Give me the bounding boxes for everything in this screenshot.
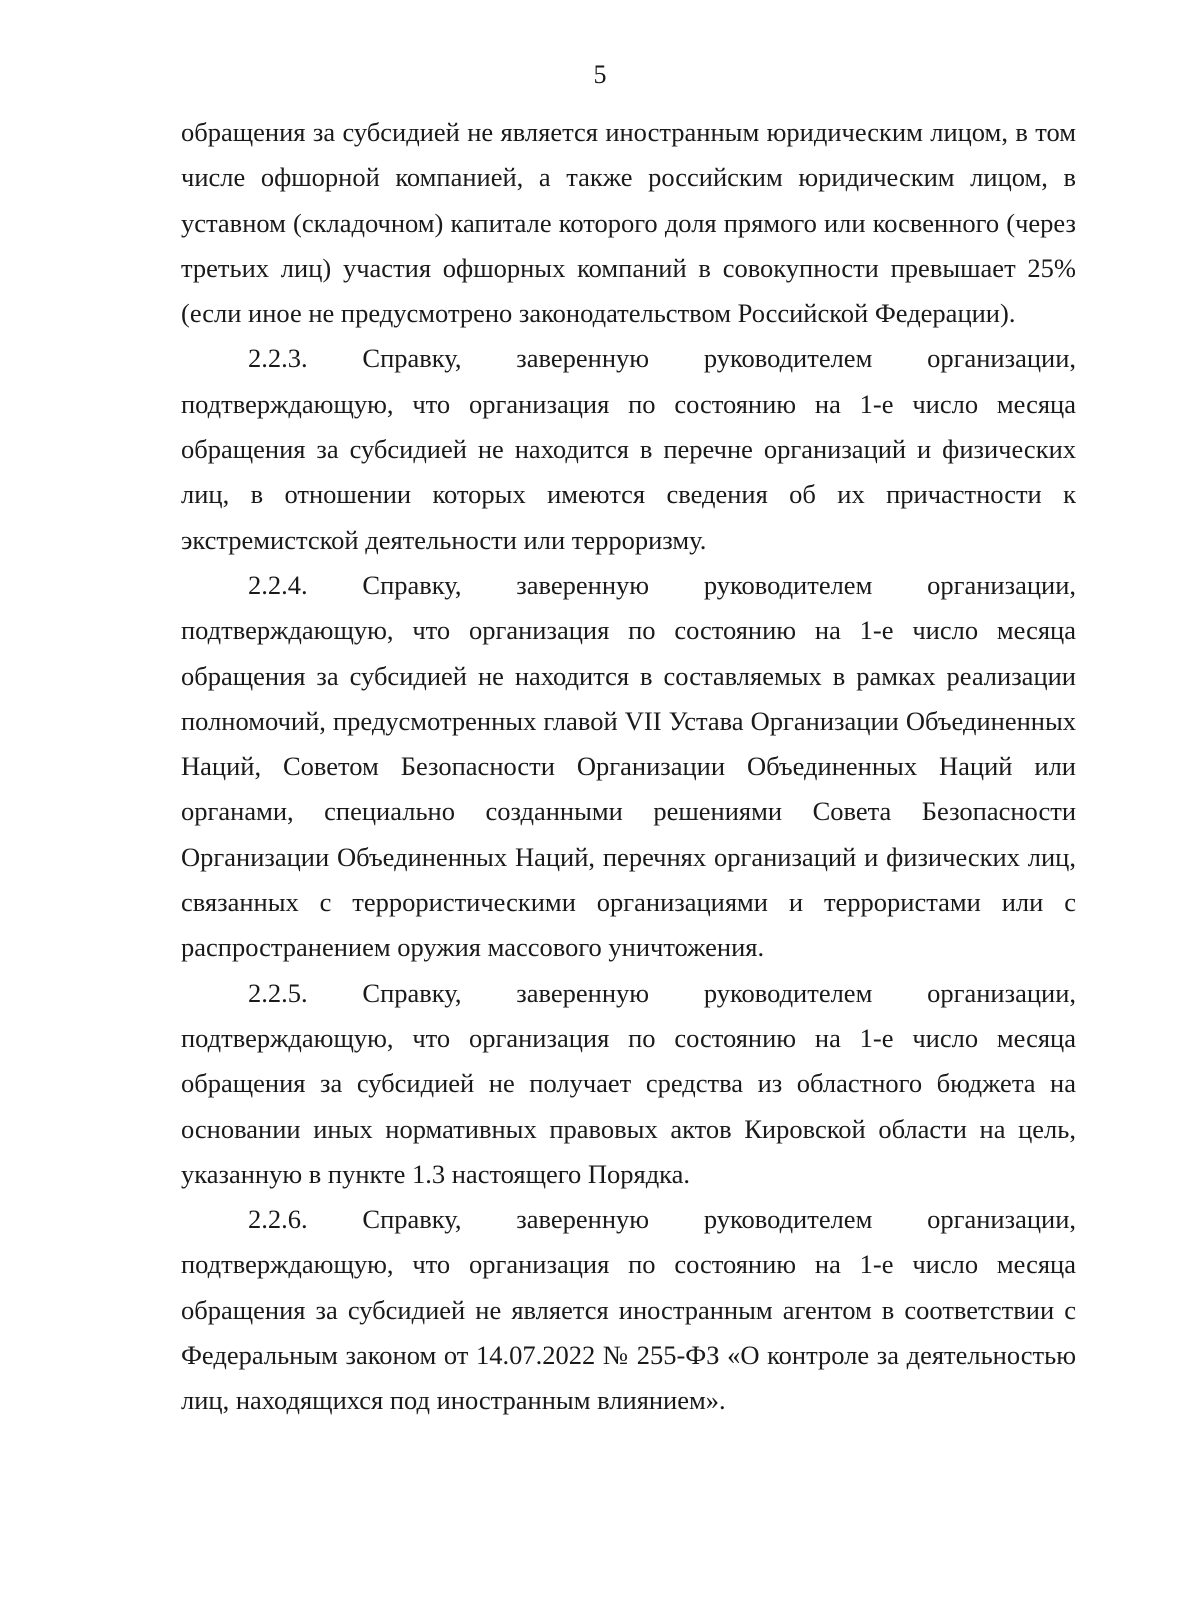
paragraph-text: Справку, заверенную руководителем организации, подтверждающую, что организация по состоянию на 1-е число месяца обращения за субсидией не находится в перечне организаций и физических лиц, в отношении которых имеются сведения об их причастности к экстремистской деятельности или терроризму. <box>181 343 1077 555</box>
paragraph-continuation <box>181 110 1076 336</box>
paragraph-2-2-6 <box>181 1197 1076 1423</box>
paragraph-number: 2.2.4. <box>248 569 308 600</box>
paragraph-text: обращения за субсидией не является иностранным юридическим лицом, в том числе офшорной компанией, а также российским юридическим лицом, в уставном (складочном) капитале которого доля прямого или косвенного (через третьих лиц) участия офшорных компаний в совокупности превышает 25% (если иное не предусмотрено законодательством Российской Федерации). <box>181 117 1076 329</box>
paragraph-2-2-4 <box>181 563 1076 971</box>
paragraph-2-2-3 <box>181 336 1076 562</box>
paragraph-number: 2.2.3. <box>248 343 308 374</box>
paragraph-text: Справку, заверенную руководителем организации, подтверждающую, что организация по состоянию на 1-е число месяца обращения за субсидией не находится в составляемых в рамках реализации полномочий, предусмотренных главой VII Устава Организации Объединенных Наций, Советом Безопасности Организации Объединенных Наций или органами, специально созданными решениями Совета Безопасности Организации Объединенных Наций, перечнях организаций и физических лиц, связанных с террористическими организациями и террористами или с распространением оружия массового уничтожения. <box>181 569 1077 963</box>
document-body <box>181 110 1076 1424</box>
paragraph-text: Справку, заверенную руководителем организации, подтверждающую, что организация по состоянию на 1-е число месяца обращения за субсидией не получает средства из областного бюджета на основании иных нормативных правовых актов Кировской области на цель, указанную в пункте 1.3 настоящего Порядка. <box>181 977 1077 1189</box>
paragraph-text: Справку, заверенную руководителем организации, подтверждающую, что организация по состоянию на 1-е число месяца обращения за субсидией не является иностранным агентом в соответствии с Федеральным законом от 14.07.2022 № 255-ФЗ «О контроле за деятельностью лиц, находящихся под иностранным влиянием». <box>181 1204 1077 1416</box>
paragraph-number: 2.2.5. <box>248 977 308 1008</box>
paragraph-number: 2.2.6. <box>248 1204 308 1235</box>
paragraph-2-2-5 <box>181 971 1076 1197</box>
page-number: 5 <box>593 60 607 89</box>
